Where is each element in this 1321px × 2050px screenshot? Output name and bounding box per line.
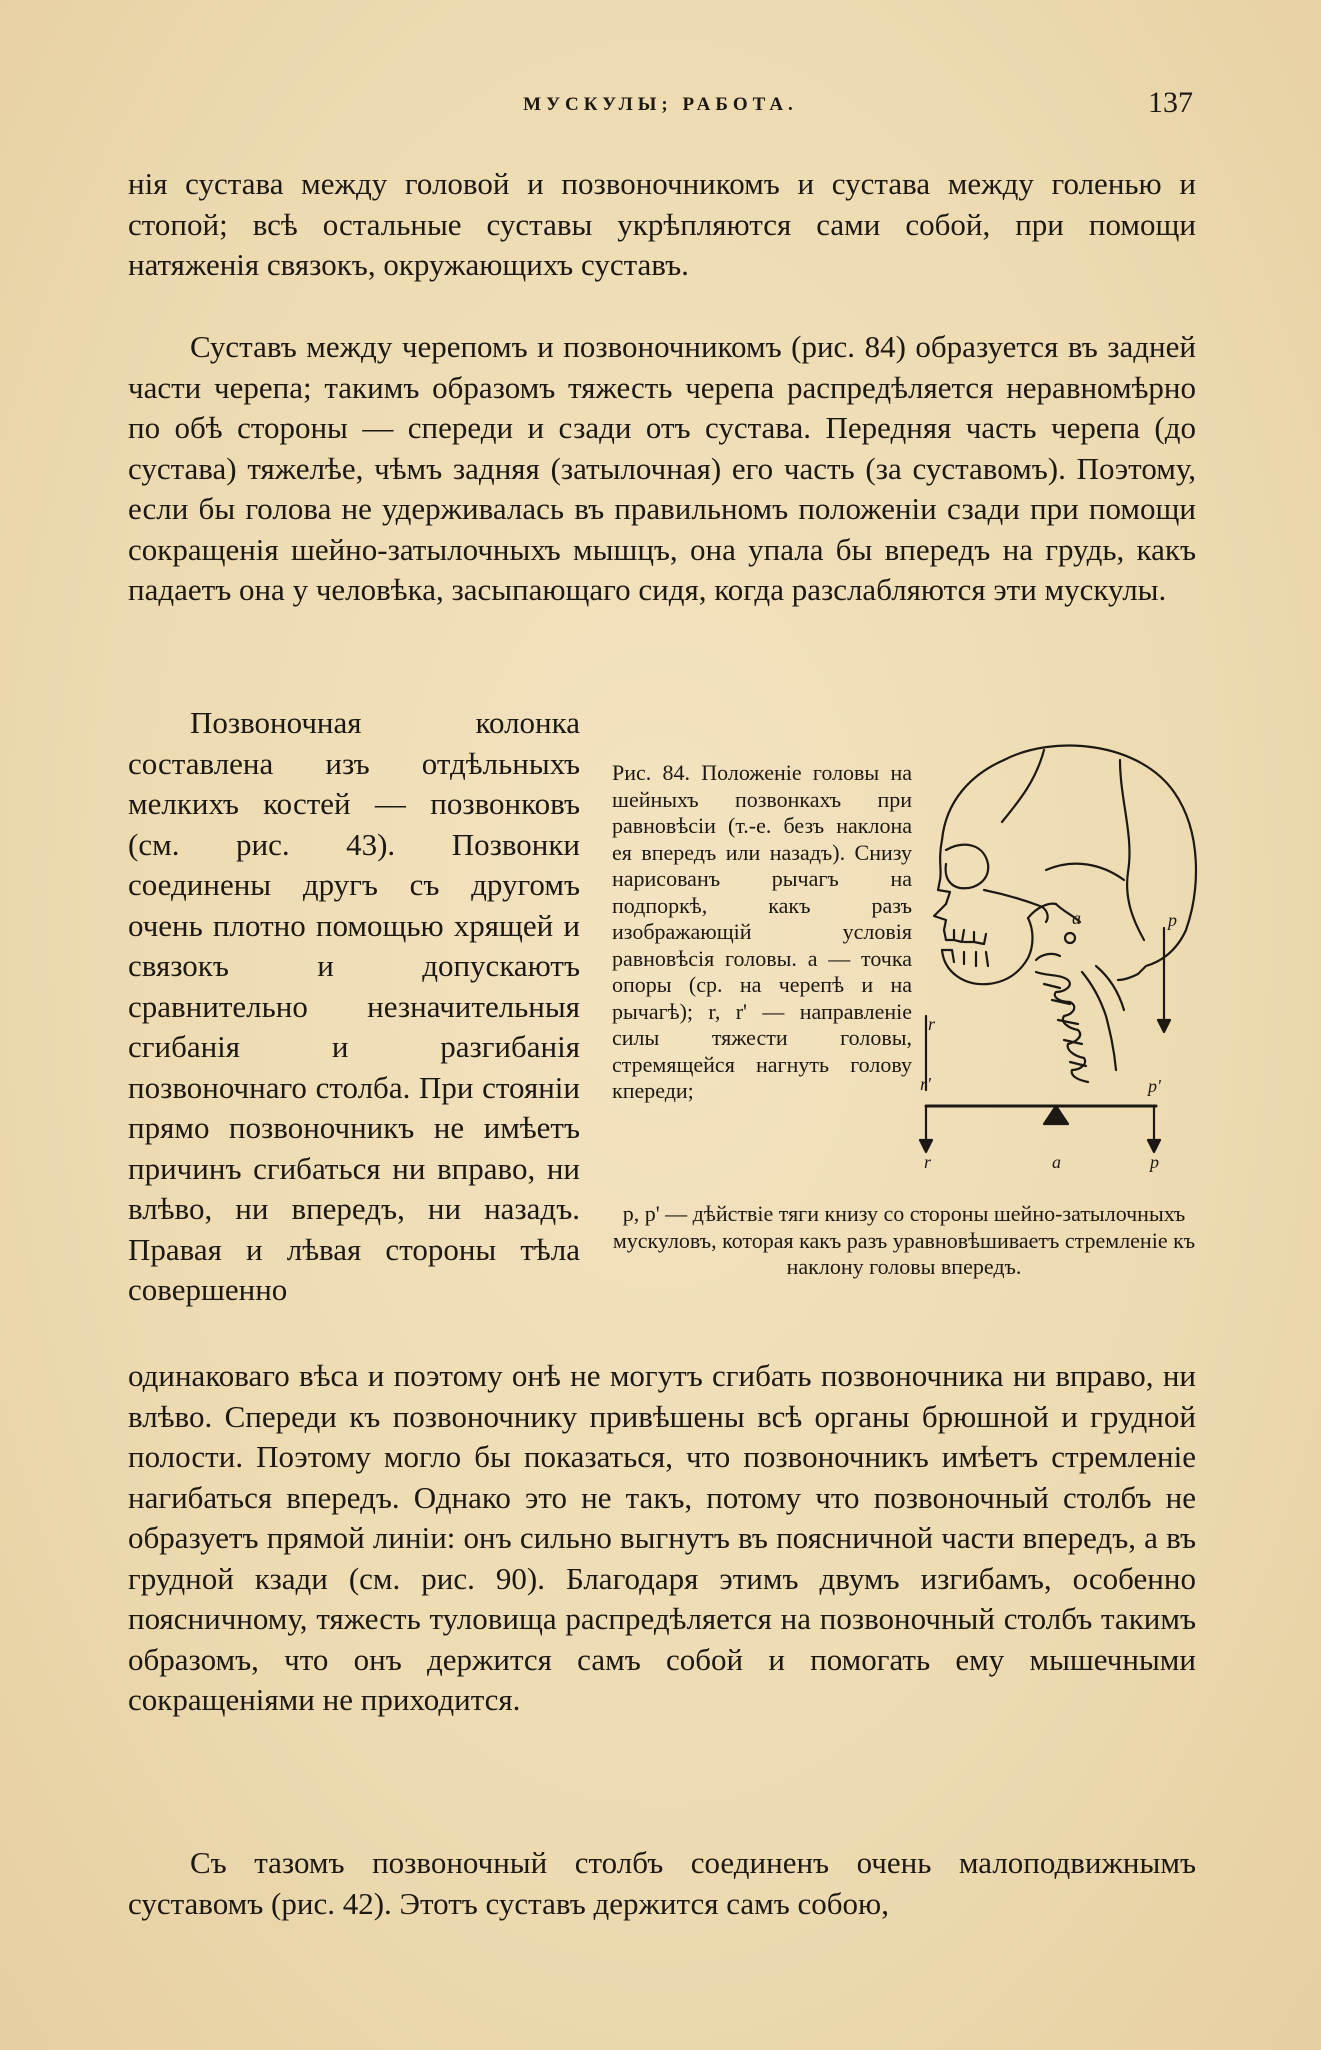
skull-lever-drawing <box>920 740 1198 1180</box>
figure-84 <box>608 740 1198 1320</box>
figure-caption-continued: р, р' — дѣйствіе тяги книзу со стороны шейно-затылочныхъ мускуловъ, которая какъ разъ уравновѣшиваетъ стремленіе къ наклону головы впередъ. <box>612 1201 1196 1279</box>
label-p-lever: p <box>1150 1152 1159 1172</box>
label-p-prime: p' <box>1148 1076 1161 1096</box>
page-number: 137 <box>1148 86 1193 119</box>
label-a-skull: a <box>1072 908 1081 928</box>
fulcrum <box>1044 1106 1068 1124</box>
paragraph-1: нія сустава между головой и позвоночникомъ и сустава между голенью и стопой; всѣ остальные суставы укрѣпляются сами собой, при помощи натяженія связокъ, окружающихъ суставъ. <box>128 166 1196 282</box>
teeth <box>942 930 988 966</box>
running-head: МУСКУЛЫ; РАБОТА. <box>523 94 798 115</box>
label-r-prime: r' <box>920 1074 931 1094</box>
paragraph-3: Позвоночная колонка составлена изъ отдѣльныхъ мелкихъ костей — позвонковъ (см. рис. 43). Позвонки соединены другъ съ другомъ очень плотно помощью хрящей и связокъ и допускаютъ сравнительно незначительныя сгибанія и разгибанія позвоночнаго столба. При стояніи прямо позвоночникъ не имѣетъ причинъ сгибаться ни вправо, ни влѣво, ни впередъ, ни назадъ. Правая и лѣвая стороны тѣла совершенно <box>128 705 580 1307</box>
label-p-skull: p <box>1168 910 1177 930</box>
figure-caption: Рис. 84. Положеніе головы на шейныхъ позвонкахъ при равновѣсіи (т.-е. безъ наклона ея впередъ или назадъ). Снизу нарисованъ рычагъ на подпоркѣ, какъ разъ изображающій условія равновѣсія головы. а — точка опоры (ср. на черепѣ и на рычагѣ); r, r' — направленіе силы тяжести головы, стремящейся нагнуть голову кпереди; <box>612 760 912 1103</box>
label-r-skull: r <box>928 1014 936 1034</box>
page-header <box>0 86 1321 126</box>
paragraph-2: Суставъ между черепомъ и позвоночникомъ (рис. 84) образуется въ задней части черепа; такимъ образомъ тяжесть черепа распредѣляется неравномѣрно по обѣ стороны — спереди и сзади отъ сустава. Передняя часть черепа (до сустава) тяжелѣе, чѣмъ задняя (затылочная) его часть (за суставомъ). Поэтому, если бы голова не удерживалась въ правильномъ положеніи сзади при помощи сокращенія шейно-затылочныхъ мышцъ, она упала бы впередъ на грудь, какъ падаетъ она у человѣка, засыпающаго сидя, когда разслабляются эти мускулы. <box>128 329 1196 607</box>
paragraph-4: одинаковаго вѣса и поэтому онѣ не могутъ сгибать позвоночника ни вправо, ни влѣво. Спереди къ позвоночнику привѣшены всѣ органы брюшной и грудной полости. Поэтому могло бы показаться, что позвоночникъ имѣетъ стремленіе нагибаться впередъ. Однако это не такъ, потому что позвоночный столбъ не образуетъ прямой линіи: онъ сильно выгнутъ въ поясничной части впередъ, а въ грудной кзади (см. рис. 90). Благодаря этимъ двумъ изгибамъ, особенно поясничному, тяжесть туловища распредѣляется на позвоночный столбъ такимъ образомъ, что онъ держится самъ собой и помогать ему мышечными сокращеніями не приходится. <box>128 1358 1196 1717</box>
paragraph-5: Съ тазомъ позвоночный столбъ соединенъ очень малоподвижнымъ суставомъ (рис. 42). Этотъ суставъ держится самъ собою, <box>128 1845 1196 1921</box>
label-a-lever: a <box>1052 1152 1061 1172</box>
label-r-lever: r <box>924 1152 932 1172</box>
